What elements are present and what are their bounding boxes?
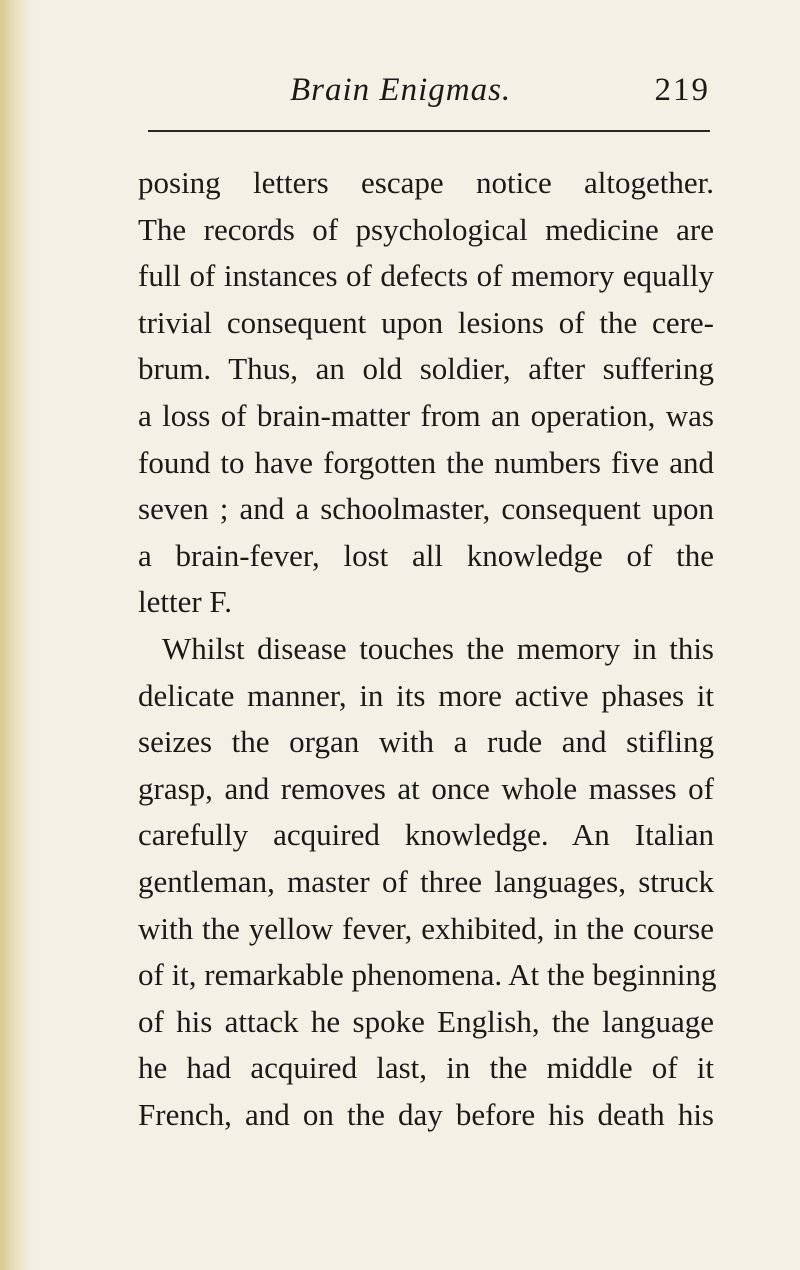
text-line: found to have forgotten the numbers five and: [138, 444, 714, 480]
text-line: he had acquired last, in the middle of it: [138, 1050, 714, 1086]
header-rule: [148, 130, 710, 132]
text-line: carefully acquired knowledge. An Italian: [138, 817, 714, 853]
text-line: seven ; and a schoolmaster, consequent upon: [138, 491, 714, 527]
text-line: trivial consequent upon lesions of the cere-: [138, 304, 714, 340]
text-line: delicate manner, in its more active phases it: [138, 677, 714, 713]
page-number: 219: [654, 72, 710, 108]
text-line: posing letters escape notice altogether.: [138, 165, 714, 200]
page-header: [150, 72, 710, 122]
text-line: letter F.: [138, 584, 232, 620]
text-line: of his attack he spoke English, the language: [138, 1003, 714, 1039]
body-text: [138, 160, 717, 1138]
text-line: brum. Thus, an old soldier, after suffering: [138, 351, 714, 387]
text-line: of it, remarkable phenomena. At the beginning: [138, 957, 717, 993]
text-line: a loss of brain-matter from an operation, was: [138, 397, 714, 433]
binding-gutter-shadow: [0, 0, 34, 1270]
text-line: full of instances of defects of memory equally: [138, 258, 714, 294]
text-line: grasp, and removes at once whole masses of: [138, 770, 714, 806]
text-line: French, and on the day before his death his: [138, 1096, 714, 1132]
text-line: seizes the organ with a rude and stifling: [138, 724, 714, 760]
text-line: gentleman, master of three languages, struck: [138, 863, 714, 899]
text-line: a brain-fever, lost all knowledge of the: [138, 537, 714, 573]
text-line: with the yellow fever, exhibited, in the course: [138, 910, 714, 946]
running-head: Brain Enigmas.: [290, 72, 512, 108]
text-line: The records of psychological medicine are: [138, 211, 714, 247]
text-line: Whilst disease touches the memory in this: [162, 630, 714, 666]
